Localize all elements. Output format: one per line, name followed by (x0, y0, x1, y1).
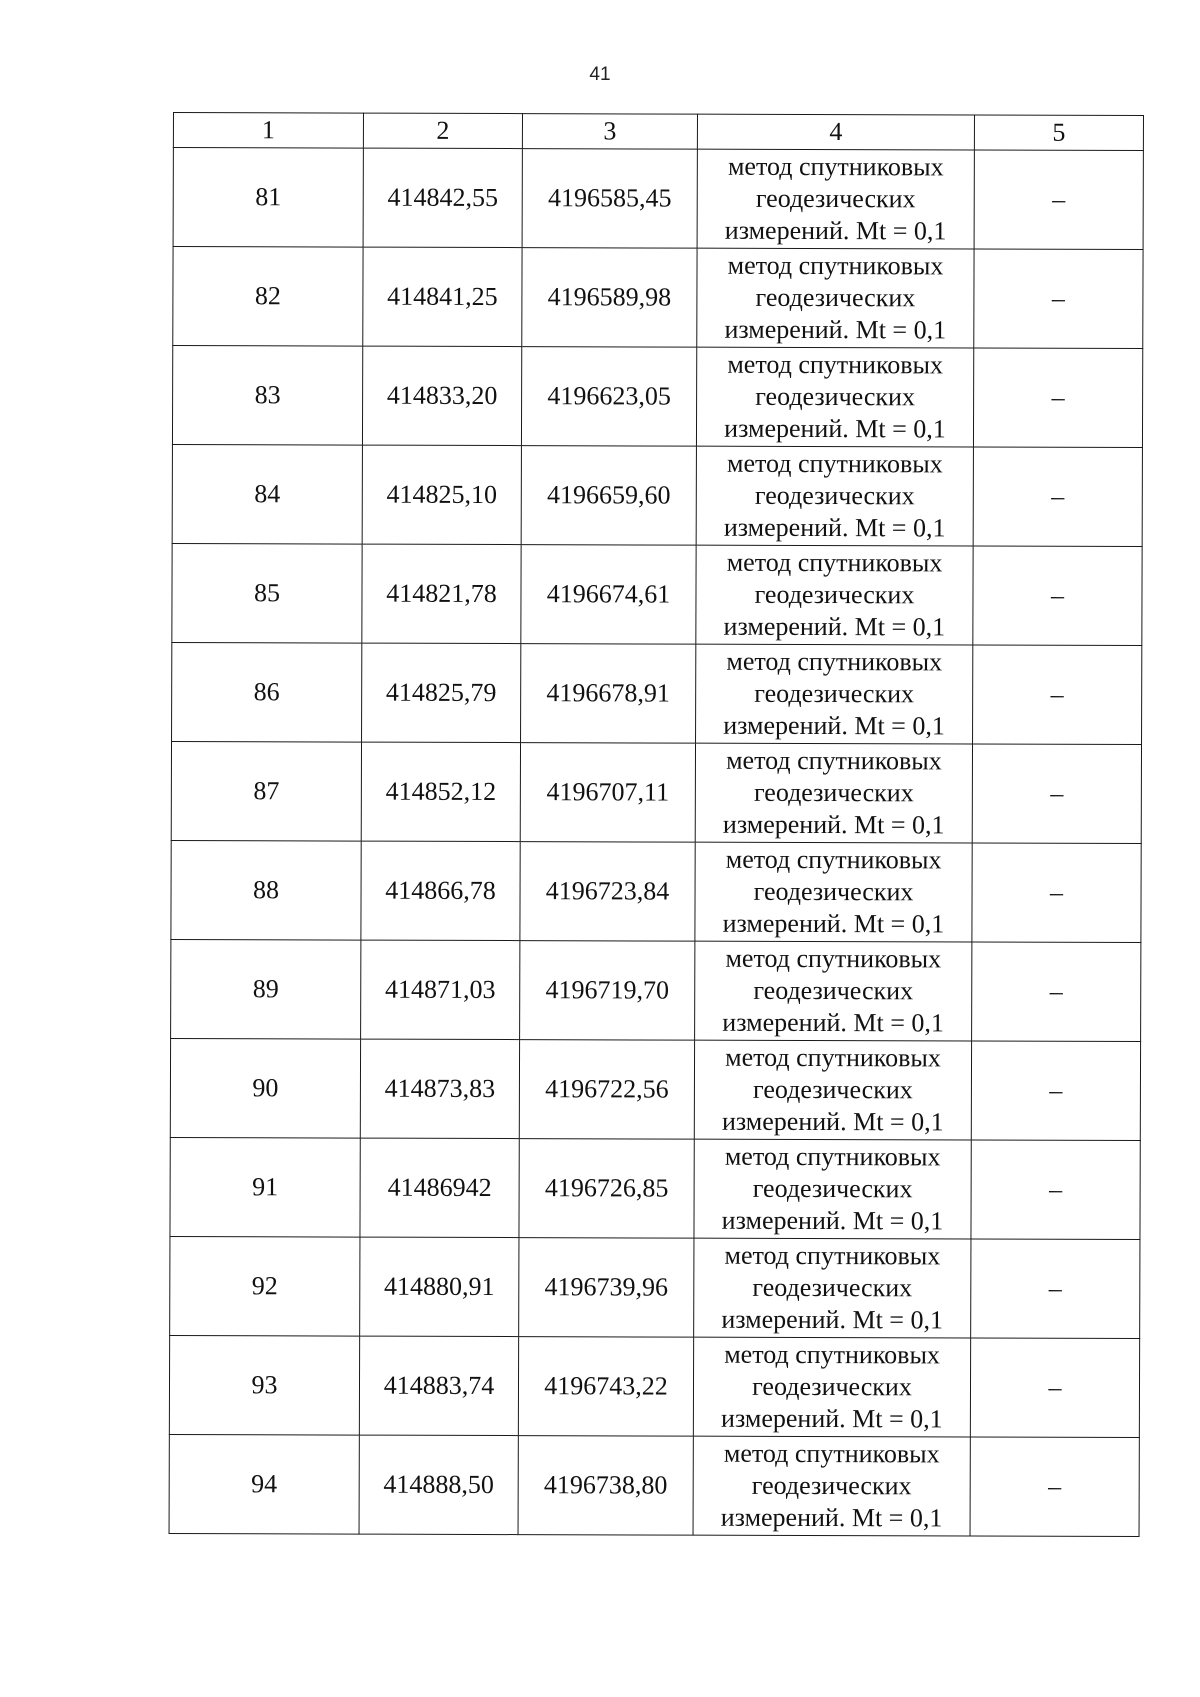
table-row (171, 840, 1141, 942)
method-line: измерений. Mt = 0,1 (722, 809, 945, 840)
header-cell-2: 2 (363, 113, 522, 148)
table-row (173, 247, 1143, 349)
method-cell (696, 446, 973, 546)
note-cell: – (971, 1140, 1140, 1240)
method-line: метод спутниковых (726, 745, 942, 776)
coordinate-x-cell: 414821,78 (362, 544, 521, 643)
method-line: измерений. Mt = 0,1 (724, 413, 946, 444)
table-row (172, 346, 1142, 448)
point-number-cell: 88 (171, 840, 361, 940)
method-line: метод спутниковых (727, 151, 944, 182)
table-row (171, 741, 1141, 843)
table-row (169, 1434, 1139, 1536)
note-cell: – (971, 1041, 1140, 1141)
table-row (173, 148, 1143, 250)
note-cell: – (972, 744, 1141, 844)
method-cell (696, 545, 973, 645)
note-cell: – (974, 249, 1143, 349)
method-line: метод спутниковых (724, 1141, 941, 1172)
coordinate-y-cell: 4196659,60 (521, 446, 696, 546)
method-line: геодезических (754, 678, 915, 709)
coordinate-y-cell: 4196589,98 (522, 248, 697, 348)
method-line: геодезических (754, 579, 915, 610)
method-line: измерений. Mt = 0,1 (723, 512, 946, 543)
table-row (172, 543, 1142, 645)
coordinate-x-cell: 414880,91 (360, 1237, 519, 1336)
method-cell (695, 842, 972, 942)
point-number-cell: 84 (172, 444, 362, 544)
method-line: измерений. Mt = 0,1 (721, 1106, 944, 1137)
coordinate-x-cell: 414842,55 (363, 148, 522, 247)
table-row (172, 444, 1142, 546)
point-number-cell: 94 (169, 1434, 359, 1534)
method-line: метод спутниковых (726, 547, 943, 578)
method-line: метод спутниковых (724, 1339, 940, 1370)
header-cell-1: 1 (173, 113, 363, 149)
note-cell: – (972, 942, 1141, 1042)
method-line: метод спутниковых (726, 646, 943, 677)
table-row (169, 1335, 1139, 1437)
coordinate-y-cell: 4196743,22 (518, 1337, 693, 1437)
coordinate-y-cell: 4196707,11 (520, 743, 695, 843)
point-number-cell: 82 (173, 247, 363, 347)
coordinate-y-cell: 4196726,85 (519, 1139, 694, 1239)
coordinate-x-cell: 414871,03 (361, 940, 520, 1039)
point-number-cell: 83 (172, 346, 362, 446)
method-line: метод спутниковых (723, 1438, 940, 1469)
method-line: геодезических (753, 876, 914, 907)
method-line: измерений. Mt = 0,1 (721, 1304, 944, 1335)
note-cell: – (974, 150, 1143, 250)
coordinate-x-cell: 414841,25 (363, 247, 522, 346)
coordinate-y-cell: 4196674,61 (521, 545, 696, 645)
method-cell (693, 1337, 970, 1437)
method-line: измерений. Mt = 0,1 (721, 1403, 943, 1434)
method-cell (695, 941, 972, 1041)
note-cell: – (973, 348, 1142, 448)
method-line: измерений. Mt = 0,1 (723, 611, 946, 642)
coordinates-table (169, 112, 1144, 1537)
method-line: геодезических (755, 381, 916, 412)
coordinate-y-cell: 4196722,56 (519, 1040, 694, 1140)
point-number-cell: 89 (171, 939, 361, 1039)
method-line: измерений. Mt = 0,1 (724, 215, 947, 246)
coordinate-x-cell: 414833,20 (362, 346, 521, 445)
table-header-row (173, 113, 1143, 151)
coordinate-x-cell: 414873,83 (360, 1039, 519, 1138)
point-number-cell: 85 (172, 543, 362, 643)
coordinate-x-cell: 414852,12 (361, 742, 520, 841)
method-line: измерений. Mt = 0,1 (720, 1502, 943, 1533)
method-line: геодезических (753, 1074, 913, 1105)
header-cell-5: 5 (974, 115, 1143, 151)
coordinate-y-cell: 4196585,45 (522, 149, 697, 249)
note-cell: – (973, 645, 1142, 745)
coordinate-y-cell: 4196678,91 (521, 644, 696, 744)
table-row (170, 1236, 1140, 1338)
coordinate-y-cell: 4196623,05 (521, 347, 696, 447)
method-line: измерений. Mt = 0,1 (722, 908, 945, 939)
method-cell (697, 149, 974, 249)
method-cell (695, 743, 972, 843)
method-line: метод спутниковых (727, 250, 944, 281)
header-cell-3: 3 (522, 114, 697, 150)
method-line: измерений. Mt = 0,1 (723, 710, 945, 741)
note-cell: – (973, 447, 1142, 547)
table-row (172, 642, 1142, 744)
coordinate-x-cell: 414825,79 (362, 643, 521, 742)
table-row (170, 1137, 1140, 1239)
coordinate-x-cell: 414866,78 (361, 841, 520, 940)
point-number-cell: 86 (172, 642, 362, 742)
coordinate-y-cell: 4196723,84 (520, 842, 695, 942)
coordinate-x-cell: 41486942 (360, 1138, 519, 1237)
method-line: геодезических (755, 282, 916, 313)
point-number-cell: 92 (170, 1236, 360, 1336)
method-line: геодезических (754, 480, 915, 511)
method-line: измерений. Mt = 0,1 (722, 1007, 944, 1038)
method-line: геодезических (753, 975, 914, 1006)
point-number-cell: 90 (170, 1038, 360, 1138)
method-cell (694, 1040, 971, 1140)
coordinate-x-cell: 414825,10 (362, 445, 521, 544)
point-number-cell: 93 (169, 1335, 359, 1435)
note-cell: – (972, 843, 1141, 943)
note-cell: – (971, 1239, 1140, 1339)
method-line: метод спутниковых (725, 943, 942, 974)
method-cell (694, 1139, 971, 1239)
note-cell: – (973, 546, 1142, 646)
method-line: измерений. Mt = 0,1 (724, 314, 947, 345)
header-cell-4: 4 (697, 114, 974, 150)
point-number-cell: 81 (173, 148, 363, 248)
method-cell (697, 248, 974, 348)
note-cell: – (970, 1437, 1139, 1537)
method-line: геодезических (751, 1470, 912, 1501)
table-row (170, 1038, 1140, 1140)
point-number-cell: 87 (171, 741, 361, 841)
method-line: метод спутниковых (725, 1042, 941, 1073)
coordinate-y-cell: 4196738,80 (518, 1436, 693, 1536)
table-row (171, 939, 1141, 1041)
method-cell (694, 1238, 971, 1338)
method-line: метод спутниковых (727, 349, 944, 380)
method-line: измерений. Mt = 0,1 (721, 1205, 944, 1236)
method-line: геодезических (753, 777, 914, 808)
method-cell (696, 347, 973, 447)
method-cell (693, 1436, 970, 1536)
coordinate-y-cell: 4196719,70 (520, 941, 695, 1041)
method-line: метод спутниковых (726, 448, 943, 479)
method-line: геодезических (752, 1173, 913, 1204)
method-line: геодезических (752, 1371, 912, 1402)
coordinate-x-cell: 414888,50 (359, 1435, 518, 1534)
point-number-cell: 91 (170, 1137, 360, 1237)
coordinate-x-cell: 414883,74 (359, 1336, 518, 1435)
method-cell (696, 644, 973, 744)
method-line: геодезических (752, 1272, 913, 1303)
method-line: геодезических (755, 183, 916, 214)
coordinate-y-cell: 4196739,96 (519, 1238, 694, 1338)
note-cell: – (970, 1338, 1139, 1438)
method-line: метод спутниковых (725, 844, 942, 875)
page-number: 41 (589, 64, 611, 85)
method-line: метод спутниковых (724, 1240, 941, 1271)
